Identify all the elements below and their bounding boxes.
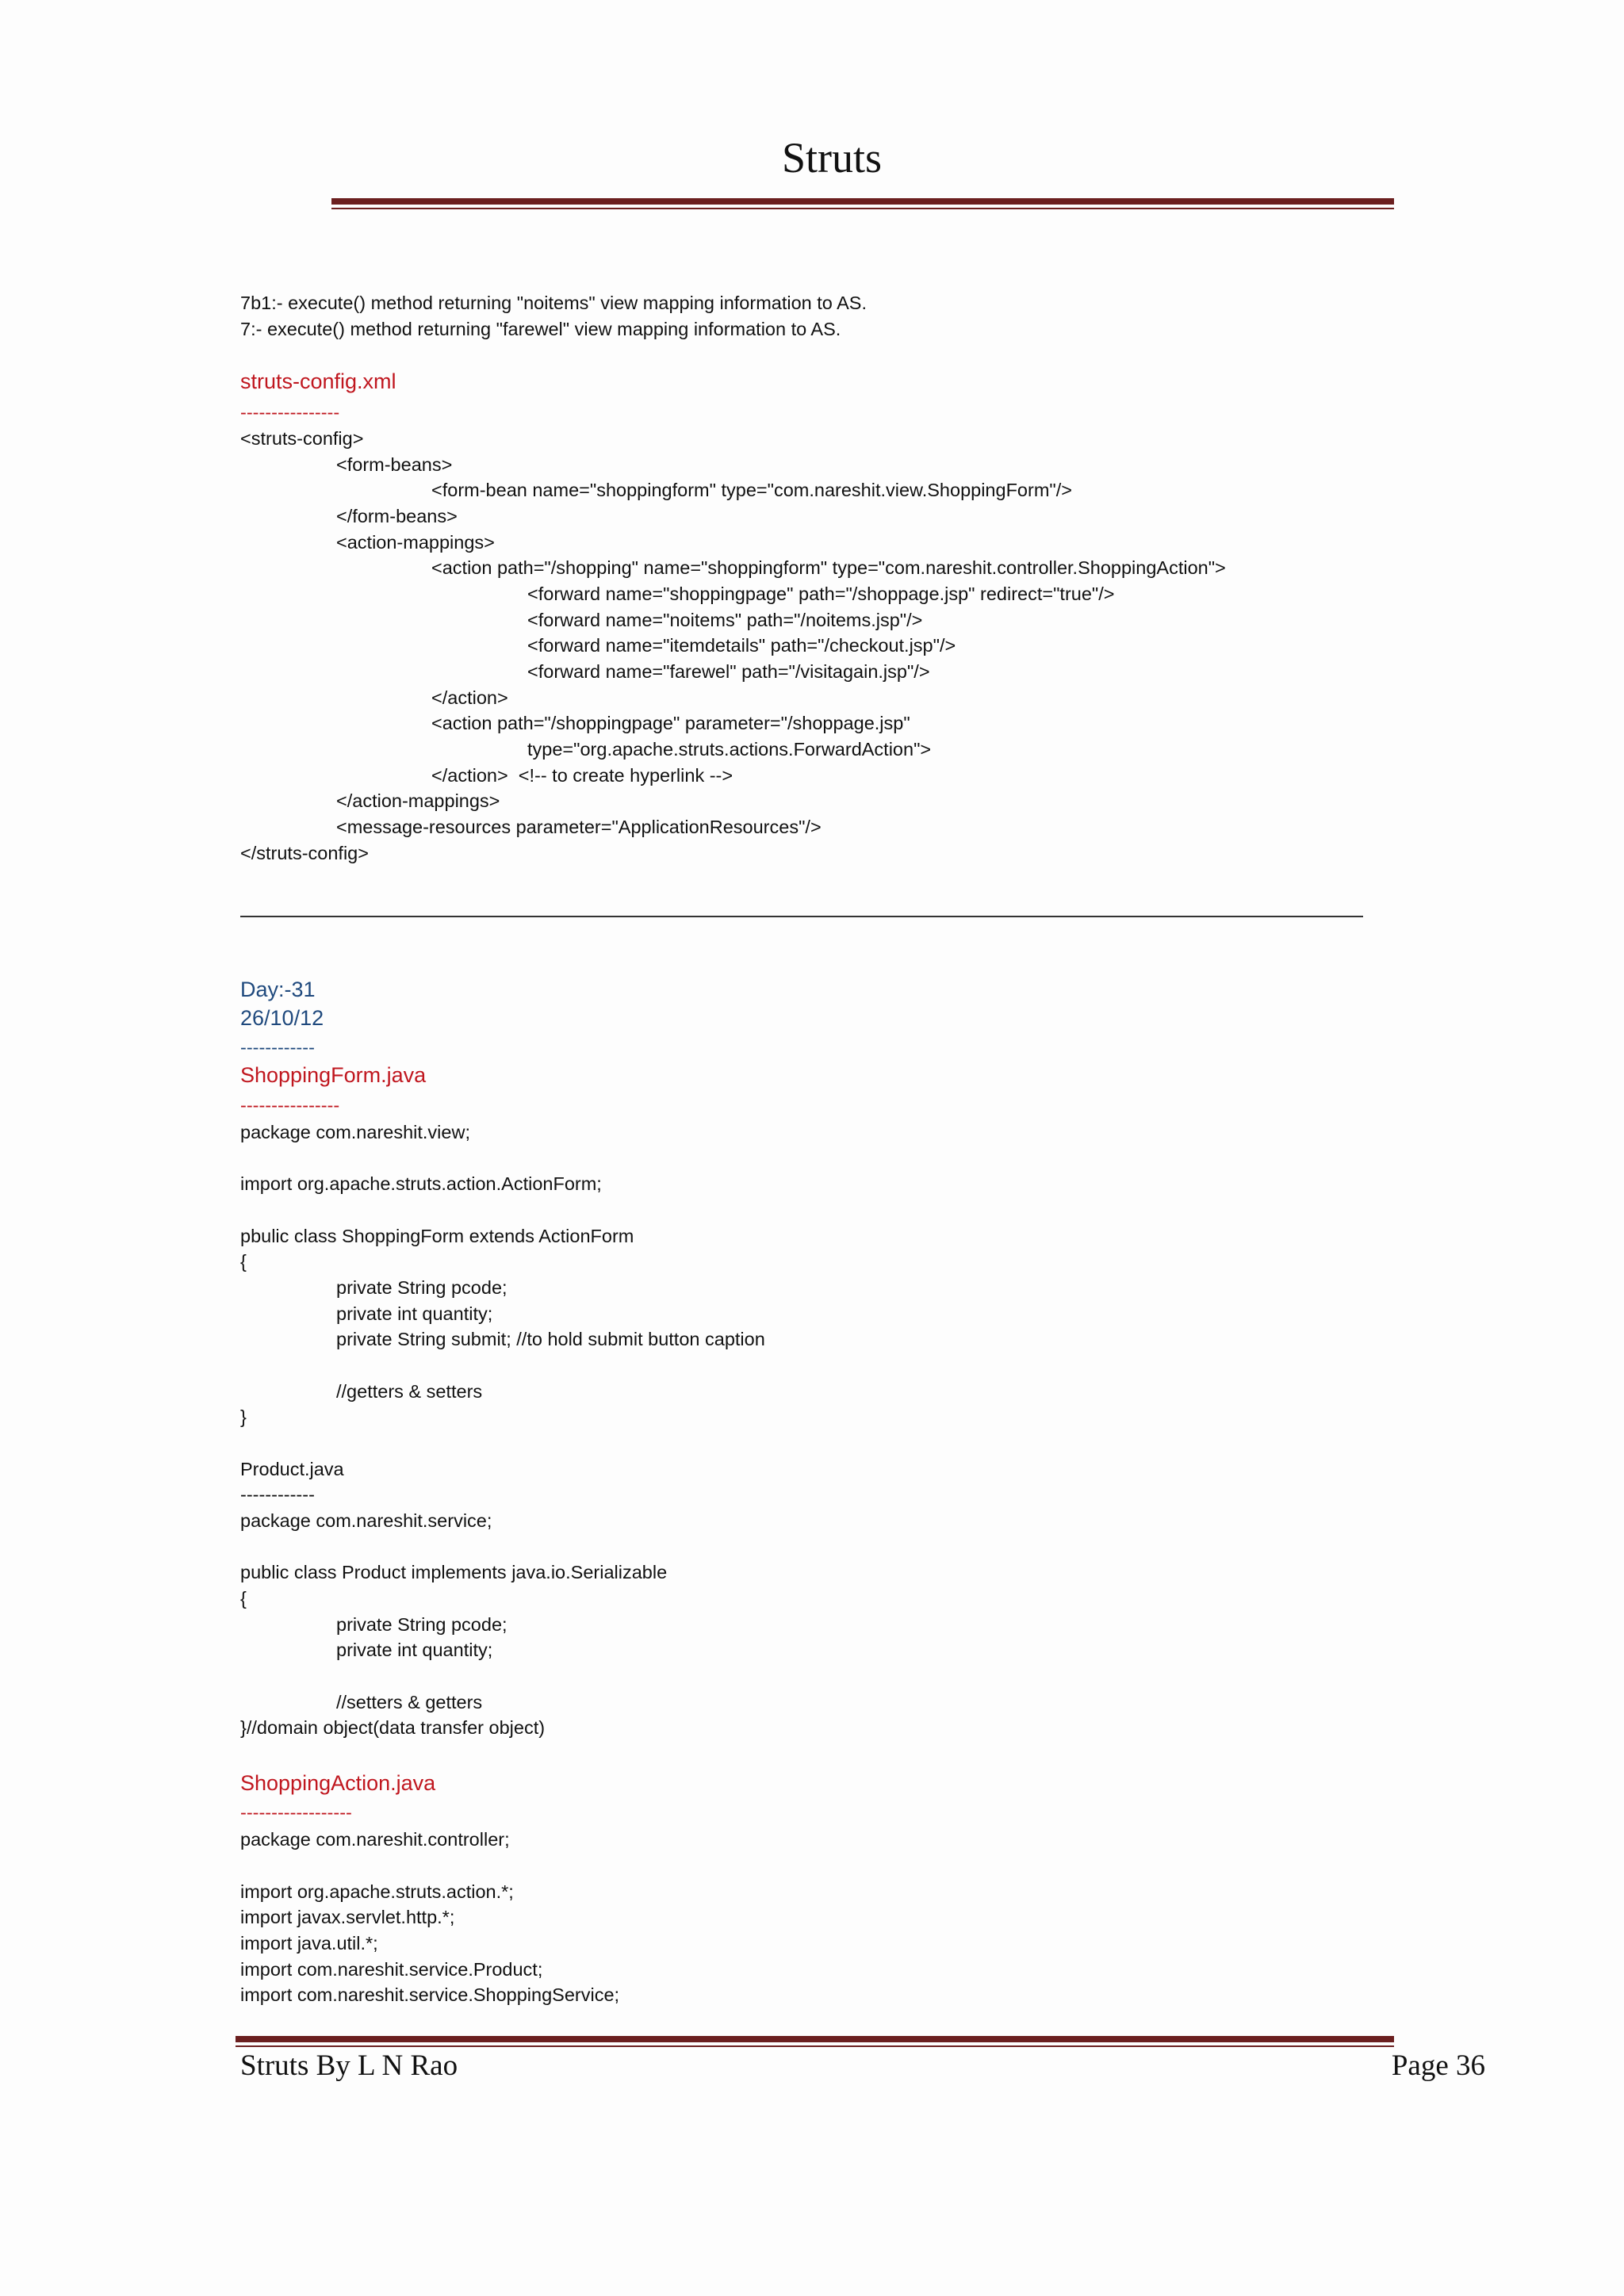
code-line: import com.nareshit.service.ShoppingService; [240,1984,620,2005]
code-line: </action> <!-- to create hyperlink --> [431,765,733,786]
code-line: //setters & getters [336,1692,483,1712]
code-line: <form-beans> [336,454,453,475]
code-line: import com.nareshit.service.Product; [240,1959,543,1980]
code-line: public class Product implements java.io.Serializable [240,1562,668,1582]
heading-underline: ---------------- [240,402,340,423]
code-line: pbulic class ShoppingForm extends ActionForm [240,1226,634,1246]
footer-rule-thin [236,2045,1394,2047]
code-line: import java.util.*; [240,1933,378,1954]
section-heading: ShoppingAction.java [240,1771,436,1795]
code-line: <forward name="itemdetails" path="/checkout.jsp"/> [527,635,956,656]
footer-rule-thick [236,2036,1394,2042]
header-rule-thin [331,208,1394,209]
code-line: import javax.servlet.http.*; [240,1907,455,1927]
code-line: </form-beans> [336,506,458,526]
code-line: </struts-config> [240,843,369,863]
code-line: private int quantity; [336,1303,493,1324]
section-heading: ShoppingForm.java [240,1063,427,1087]
heading-underline: ------------------ [240,1802,352,1823]
footer-left-text: Struts By L N Rao [240,2049,458,2082]
code-line: </action> [431,687,508,708]
section-separator [240,916,1363,917]
code-line: package com.nareshit.controller; [240,1829,510,1850]
code-line: { [240,1588,247,1609]
day-label: Day:-31 [240,978,316,1001]
code-line: <action path="/shopping" name="shoppingform" type="com.nareshit.controller.ShoppingAction"> [431,557,1226,578]
code-line: <struts-config> [240,428,364,449]
code-line: <forward name="shoppingpage" path="/shoppage.jsp" redirect="true"/> [527,584,1115,604]
day-underline: ------------ [240,1037,315,1058]
code-line: <forward name="noitems" path="/noitems.jsp"/> [527,610,923,630]
code-line: { [240,1251,247,1272]
code-line: }//domain object(data transfer object) [240,1717,546,1738]
code-line: <form-bean name="shoppingform" type="com.nareshit.view.ShoppingForm"/> [431,480,1072,500]
heading-underline: ------------ [240,1484,315,1505]
code-line: </action-mappings> [336,790,500,811]
code-line: private String pcode; [336,1277,508,1298]
intro-line: 7:- execute() method returning "farewel" view mapping information to AS. [240,319,841,339]
code-line: import org.apache.struts.action.ActionForm; [240,1173,602,1194]
header-rule-thick [331,198,1394,205]
code-line: private String pcode; [336,1614,508,1635]
code-line: private String submit; //to hold submit button caption [336,1329,765,1349]
page-number: Page 36 [1391,2049,1485,2082]
code-line: } [240,1406,247,1427]
code-line: import org.apache.struts.action.*; [240,1881,514,1902]
code-line: <forward name="farewel" path="/visitagain.jsp"/> [527,661,930,682]
day-date: 26/10/12 [240,1006,324,1030]
code-line: type="org.apache.struts.actions.ForwardAction"> [527,739,932,760]
code-line: private int quantity; [336,1640,493,1660]
code-line: //getters & setters [336,1381,483,1402]
code-line: <action-mappings> [336,532,495,553]
page-header-title: Struts [781,134,883,182]
section-heading: Product.java [240,1459,344,1479]
code-line: <message-resources parameter="ApplicationResources"/> [336,817,822,837]
code-line: package com.nareshit.service; [240,1510,492,1531]
intro-line: 7b1:- execute() method returning "noitems" view mapping information to AS. [240,293,867,313]
code-line: package com.nareshit.view; [240,1122,470,1142]
code-line: <action path="/shoppingpage" parameter="/shoppage.jsp" [431,713,910,733]
heading-underline: ---------------- [240,1095,340,1115]
section-heading: struts-config.xml [240,369,396,393]
